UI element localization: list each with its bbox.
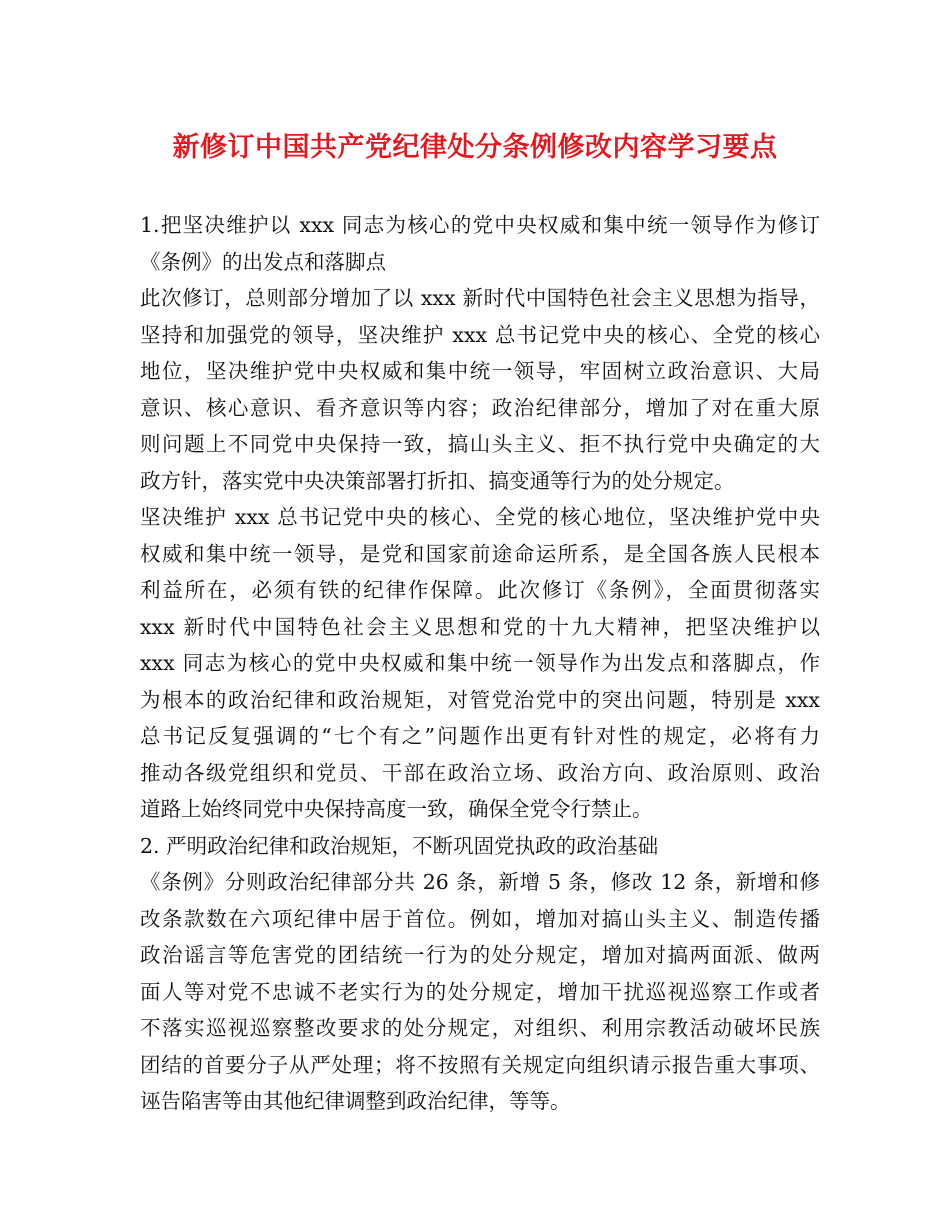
- text-line: 坚持和加强党的领导，坚决维护 xxx 总书记党中央的核心、全党的核心: [140, 322, 820, 347]
- text-line: 此次修订，总则部分增加了以 xxx 新时代中国特色社会主义思想为指导，: [140, 286, 820, 310]
- text-line: 《条例》分则政治纪律部分共 26 条，新增 5 条，修改 12 条，新增和修: [140, 870, 820, 894]
- document-body: [140, 207, 820, 1120]
- text-line: xxx 新时代中国特色社会主义思想和党的十九大精神，把坚决维护以: [140, 614, 820, 639]
- text-line: 权威和集中统一领导，是党和国家前途命运所系，是全国各族人民根本: [140, 541, 820, 566]
- text-line: 《条例》的出发点和落脚点: [140, 249, 386, 274]
- text-line: 意识、核心意识、看齐意识等内容；政治纪律部分，增加了对在重大原: [140, 395, 820, 420]
- text-line: 面人等对党不忠诚不老实行为的处分规定，增加干扰巡视巡察工作或者: [140, 979, 820, 1004]
- text-line: 不落实巡视巡察整改要求的处分规定，对组织、利用宗教活动破坏民族: [140, 1016, 820, 1040]
- section-heading: 2. 严明政治纪律和政治规矩，不断巩固党执政的政治基础: [140, 833, 659, 858]
- text-line: 则问题上不同党中央保持一致，搞山头主义、拒不执行党中央确定的大: [140, 432, 820, 456]
- text-line: 改条款数在六项纪律中居于首位。例如，增加对搞山头主义、制造传播: [140, 906, 820, 931]
- text-line: 坚决维护 xxx 总书记党中央的核心、全党的核心地位，坚决维护党中央: [140, 505, 820, 529]
- text-line: 1.把坚决维护以 xxx 同志为核心的党中央权威和集中统一领导作为修订: [140, 213, 820, 237]
- text-line: 地位，坚决维护党中央权威和集中统一领导，牢固树立政治意识、大局: [140, 359, 820, 383]
- text-line: 总书记反复强调的“七个有之”问题作出更有针对性的规定，必将有力: [140, 724, 820, 748]
- text-line: 团结的首要分子从严处理；将不按照有关规定向组织请示报告重大事项、: [140, 1052, 820, 1077]
- text-line: 诬告陷害等由其他纪律调整到政治纪律，等等。: [140, 1089, 571, 1113]
- text-line: 政方针，落实党中央决策部署打折扣、搞变通等行为的处分规定。: [140, 468, 735, 493]
- text-line: 利益所在，必须有铁的纪律作保障。此次修订《条例》，全面贯彻落实: [140, 578, 820, 602]
- text-line: xxx 同志为核心的党中央权威和集中统一领导作为出发点和落脚点，作: [140, 651, 820, 675]
- text-line: 政治谣言等危害党的团结统一行为的处分规定，增加对搞两面派、做两: [140, 943, 820, 967]
- text-line: 为根本的政治纪律和政治规矩，对管党治党中的突出问题，特别是 xxx: [140, 687, 820, 712]
- text-line: 道路上始终同党中央保持高度一致，确保全党令行禁止。: [140, 797, 653, 821]
- text-line: 推动各级党组织和党员、干部在政治立场、政治方向、政治原则、政治: [140, 760, 820, 785]
- page-title: 新修订中国共产党纪律处分条例修改内容学习要点: [172, 132, 778, 163]
